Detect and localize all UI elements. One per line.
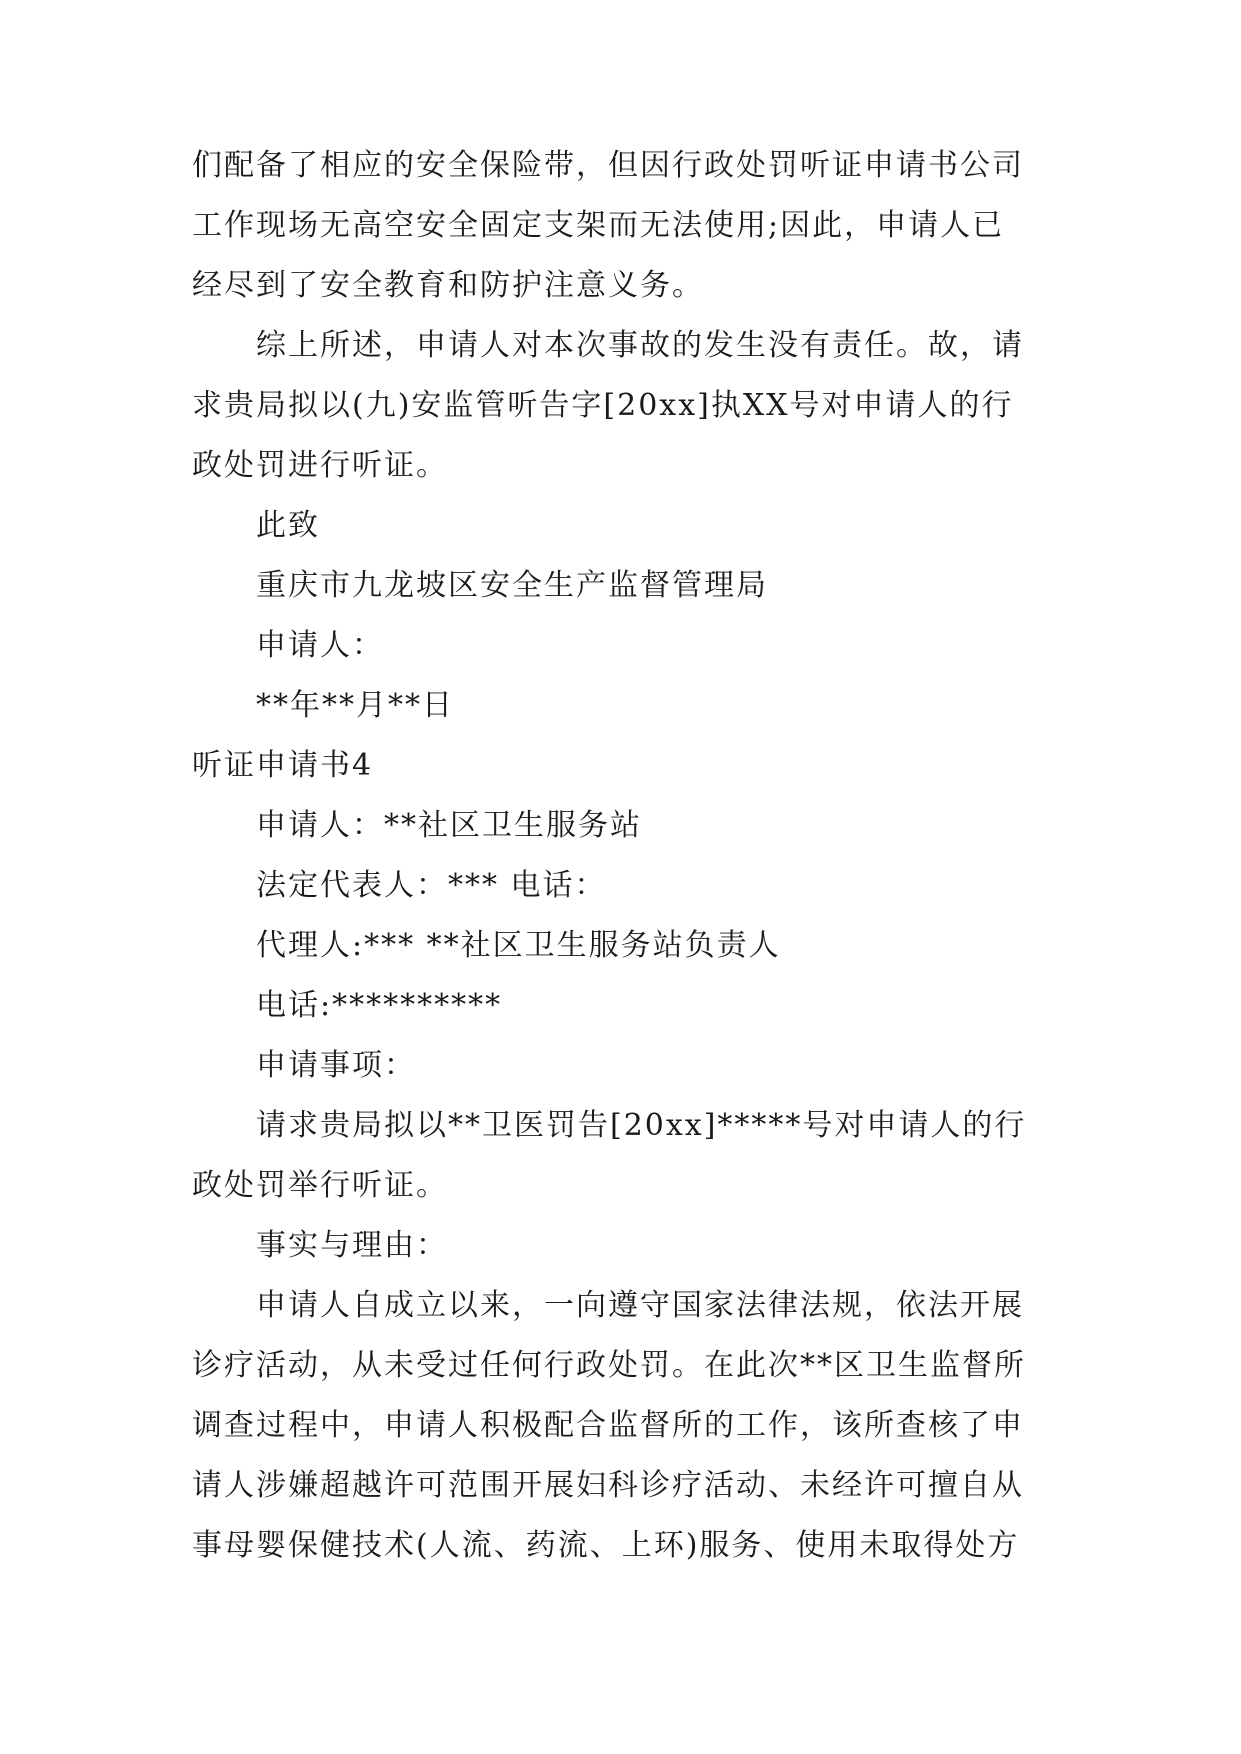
body-line: 调查过程中，申请人积极配合监督所的工作，该所查核了申 [192, 1408, 1024, 1443]
applicant-line: 申请人：**社区卫生服务站 [256, 808, 642, 843]
body-line: 政处罚进行听证。 [192, 448, 448, 483]
body-line: 求贵局拟以(九)安监管听告字[20xx]执XX号对申请人的行 [192, 388, 1014, 423]
body-line: 工作现场无高空安全固定支架而无法使用;因此，申请人已 [192, 208, 1005, 243]
body-line: 们配备了相应的安全保险带，但因行政处罚听证申请书公司 [192, 148, 1024, 183]
document-body [192, 136, 1052, 1576]
paragraph-start-line: 综上所述，申请人对本次事故的发生没有责任。故，请 [256, 328, 1024, 363]
section-title: 听证申请书4 [192, 748, 374, 783]
body-line: 诊疗活动，从未受过任何行政处罚。在此次**区卫生监督所 [192, 1348, 1026, 1383]
recipient: 重庆市九龙坡区安全生产监督管理局 [256, 568, 768, 603]
body-line: 经尽到了安全教育和防护注意义务。 [192, 268, 704, 303]
body-line: 政处罚举行听证。 [192, 1168, 448, 1203]
body-line: 事母婴保健技术(人流、药流、上环)服务、使用未取得处方 [192, 1528, 1020, 1563]
salutation: 此致 [256, 508, 320, 543]
applicant-signature: 申请人： [256, 628, 384, 663]
paragraph-start-line: 请求贵局拟以**卫医罚告[20xx]*****号对申请人的行 [256, 1108, 1027, 1143]
paragraph-start-line: 申请人自成立以来，一向遵守国家法律法规，依法开展 [256, 1288, 1024, 1323]
facts-heading: 事实与理由： [256, 1228, 448, 1263]
body-line: 请人涉嫌超越许可范围开展妇科诊疗活动、未经许可擅自从 [192, 1468, 1024, 1503]
phone-line: 电话:********** [256, 988, 503, 1023]
date-line: **年**月**日 [256, 688, 454, 723]
agent-line: 代理人:*** **社区卫生服务站负责人 [256, 928, 781, 963]
request-heading: 申请事项： [256, 1048, 416, 1083]
legal-representative-line: 法定代表人：*** 电话： [256, 868, 607, 903]
